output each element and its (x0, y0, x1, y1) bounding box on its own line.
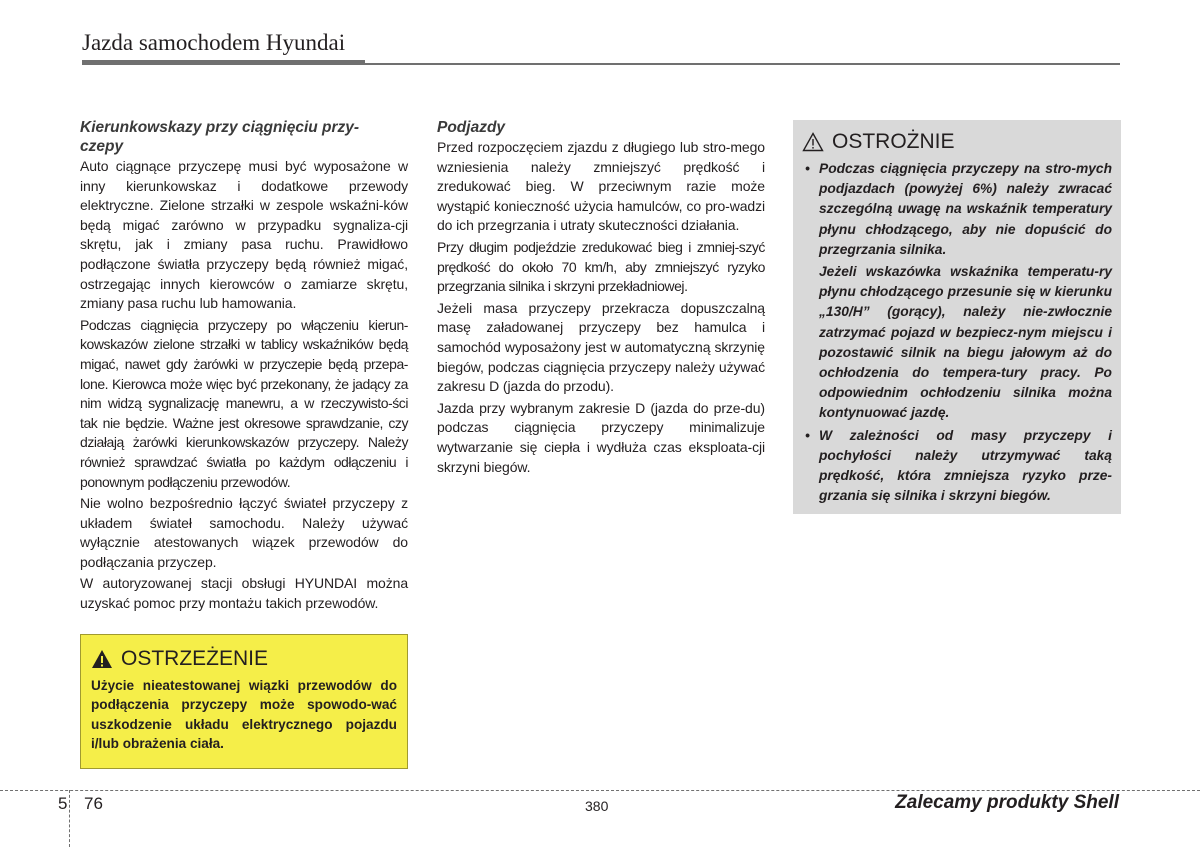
paragraph: Jazda przy wybranym zakresie D (jazda do prze-du) podczas ciągnięcia przyczepy minimalizuje wytwarzanie się ciepła i wydłuża czas eksploata-cji skrzyni biegów. (437, 399, 765, 475)
footer-rule (0, 790, 1200, 791)
paragraph: W autoryzowanej stacji obsługi HYUNDAI można uzyskać pomoc przy montażu takich przewodów. (80, 575, 408, 612)
caution-list (802, 159, 1112, 506)
caution-icon (802, 132, 824, 152)
warning-box (80, 634, 408, 769)
footer-slogan: Zalecamy produkty Shell (895, 792, 1119, 813)
caution-title: OSTROŻNIE (832, 130, 955, 153)
warning-icon (91, 649, 113, 669)
heading-line-1: Kierunkowskazy przy ciągnięciu przy- (80, 119, 360, 136)
caution-box (793, 120, 1121, 514)
warning-title: OSTRZEŻENIE (121, 647, 269, 670)
paragraph: Jeżeli masa przyczepy przekracza dopuszczalną masę załadowanej przyczepy bez hamulca i samochód wyposażony jest w automatyczną skrzynię biegów, podczas ciągnięcia przyczepy należy używać zakresu D (jazda do przodu). (437, 299, 765, 395)
column-middle (437, 118, 765, 479)
footer-page-number: 76 (84, 794, 103, 813)
header-rule (365, 63, 1120, 65)
paragraph: Nie wolno bezpośrednio łączyć świateł przyczepy z układem świateł samochodu. Należy używać wyłącznie atestowanych wiązek przewodów do podłączania przyczep. (80, 495, 408, 570)
paragraph: Auto ciągnące przyczepę musi być wyposażone w inny kierunkowskaz i dodatkowe przewody elektryczne. Zielone strzałki w zespole wskaźni-ków będą migać zarówno w przypadku sygnaliza-cji skrętu, jak i zmiany pasa ruchu. Prawidłowo podłączone światła przyczepy będą również migać, ostrzegając innych kierowców o zamiarze skrętu, zmiany pasa ruchu lub hamowania. (80, 158, 408, 312)
paragraph: Przy długim podjeździe zredukować bieg i zmniej-szyć prędkość do około 70 km/h, aby zmniejszyć ryzyko przegrzania silnika i skrzyni przekładniowej. (437, 238, 765, 295)
section-heading-slopes: Podjazdy (437, 119, 506, 136)
footer-divider (69, 790, 70, 847)
caution-text: Jeżeli wskazówka wskaźnika temperatu-ry płynu chłodzącego przesunie się w kierunku „130/H” (gorący), należy nie-zwłocznie zatrzymać pojazd w bezpiecz-nym miejscu i pozostawić silnik na biegu jałowym aż do ochłodzenia do tempera-tury pracy. Po odpowiednim ochłodzeniu silnika można kontynuować jazdę. (819, 264, 1112, 421)
bullet: • (805, 161, 810, 176)
bullet: • (805, 427, 810, 443)
column-right (793, 120, 1121, 514)
page-header-title: Jazda samochodem Hyundai (82, 30, 346, 55)
warning-text: Użycie nieatestowanej wiązki przewodów do podłączenia przyczepy może spowodo-wać uszkodzenie układu elektrycznego pojazdu i/lub obrażenia ciała. (91, 678, 397, 751)
paragraph: Podczas ciągnięcia przyczepy po włączeniu kierun-kowskazów zielone strzałki w tablicy wskaźników będą migać, nawet gdy żarówki w przyczepie będą przepa-lone. Kierowca może więc być przekonany, że jadący za nim widzą sygnalizację manewru, a w rzeczywisto-ści tak nie będzie. Ważne jest okresowe sprawdzanie, czy działają żarówki kierunkowskazów przyczepy. Należy również sprawdzać światła po każdym odłączeniu i ponownym podłączeniu przewodów. (80, 316, 408, 490)
section-heading-turn-signals (80, 118, 408, 156)
column-left (80, 118, 408, 616)
caution-text: W zależności od masy przyczepy i pochyłości należy utrzymywać taką prędkość, która zmniejsza ryzyko prze-grzania się silnika i skrzyni biegów. (819, 427, 1112, 504)
warning-title-row (91, 647, 397, 671)
paragraph: Przed rozpoczęciem zjazdu z długiego lub stro-mego wzniesienia należy zmniejszyć prędkość i zredukować bieg. W przeciwnym razie może wystąpić konieczność użycia hamulców, co pro-wadzi do ich przegrzania i utraty skuteczności działania. (437, 139, 765, 234)
header-bar (82, 60, 365, 65)
heading-line-2: czepy (80, 138, 124, 155)
footer-chapter-number: 5 (58, 794, 68, 813)
list-item (802, 159, 1112, 424)
caution-text: Podczas ciągnięcia przyczepy na stro-mych podjazdach (powyżej 6%) należy zwracać szczególną uwagę na wskaźnik temperatury płynu chłodzącego, aby nie dopuścić do przegrzania silnika. (819, 161, 1112, 257)
caution-title-row (802, 130, 1112, 154)
footer-sheet-number: 380 (585, 798, 609, 814)
list-item (802, 426, 1112, 507)
